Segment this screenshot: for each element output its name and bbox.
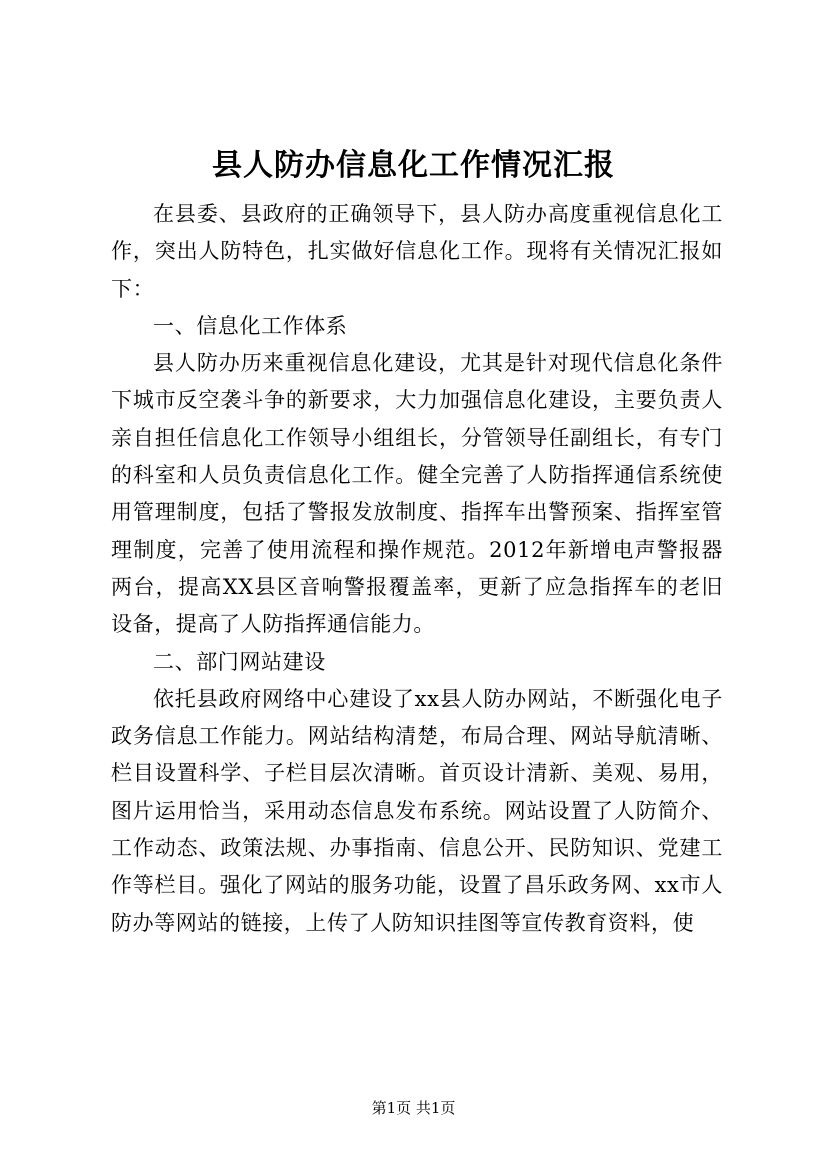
document-title: 县人防办信息化工作情况汇报	[212, 148, 615, 183]
section-heading-1: 一、信息化工作体系	[153, 313, 348, 338]
paragraph-section-1: 县人防办历来重视信息化建设，尤其是针对现代信息化条件下城市反空袭斗争的新要求，大力加强信息化建设，主要负责人亲自担任信息化工作领导小组组长，分管领导任副组长，有专门的科室和人员负责信息化工作。健全完善了人防指挥通信系统使用管理制度，包括了警报发放制度、指挥车出警预案、指挥室管理制度，完善了使用流程和操作规范。2012年新增电声警报器两台，提高XX县区音响警报覆盖率，更新了应急指挥车的老旧设备，提高了人防指挥通信能力。	[111, 351, 723, 637]
section-heading-2: 二、部门网站建设	[153, 649, 326, 674]
page-footer: 第1页 共1页	[371, 1099, 456, 1117]
paragraph-intro: 在县委、县政府的正确领导下，县人防办高度重视信息化工作，突出人防特色，扎实做好信息化工作。现将有关情况汇报如下：	[111, 202, 723, 301]
document-body	[111, 196, 723, 942]
paragraph-section-2: 依托县政府网络中心建设了xx县人防办网站，不断强化电子政务信息工作能力。网站结构清楚，布局合理、网站导航清晰、栏目设置科学、子栏目层次清晰。首页设计清新、美观、易用，图片运用恰当，采用动态信息发布系统。网站设置了人防简介、工作动态、政策法规、办事指南、信息公开、民防知识、党建工作等栏目。强化了网站的服务功能，设置了昌乐政务网、xx市人防办等网站的链接，上传了人防知识挂图等宣传教育资料，使	[111, 686, 723, 935]
